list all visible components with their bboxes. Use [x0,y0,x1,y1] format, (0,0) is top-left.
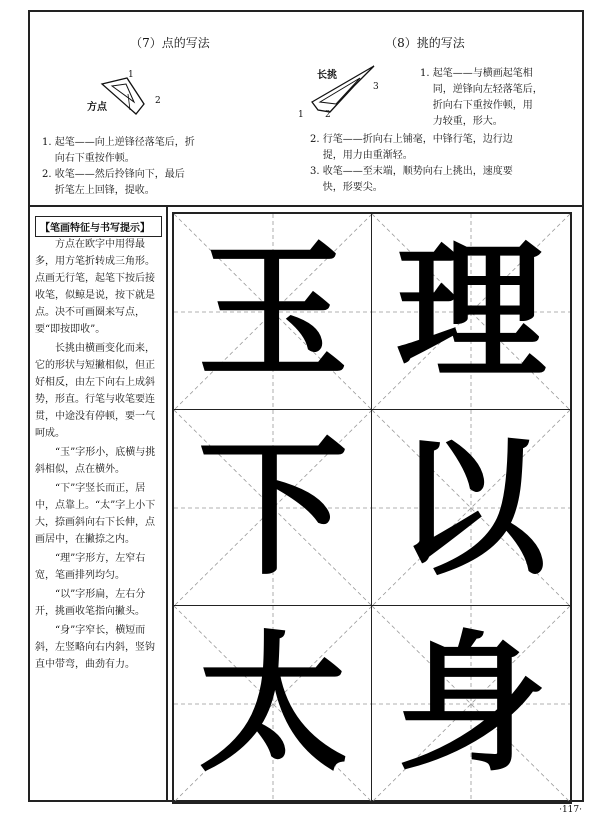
tiao-num-1: 1 [298,110,304,120]
tiao-step-line: 3. 收笔——至末端，顺势向右上挑出，速度要 [310,166,513,177]
notes-text [35,236,162,675]
dot-figure-label: 方点 [87,102,107,113]
tiao-figure [300,62,390,122]
dot-num-1: 1 [128,70,134,80]
character-grid [172,212,572,804]
grid-horizontal-divider [174,409,570,410]
notes-paragraph: “玉”字形小，底横与挑斜相似，点在横外。 [35,447,156,475]
notes-paragraph: “身”字窄长，横短而斜，左竖略向右内斜，竖钩直中带弯，曲劲有力。 [35,625,155,670]
dot-step-line: 向右下重按作顿。 [42,153,135,164]
dot-steps [42,135,242,199]
tiao-step-line: 2. 行笔——折向右上铺毫，中锋行笔，边行边 [310,134,513,145]
calligraphy-character: 理 [395,224,546,400]
tiao-num-3: 3 [373,82,379,92]
calligraphy-character: 太 [197,616,348,792]
tiao-step-line: 力较重，形大。 [420,116,503,127]
notes-paragraph: “下”字竖长而正，居中，点靠上。“太”字上小下大，捺画斜向右下长伸，点画居中，在撇捺之内。 [35,483,156,545]
dot-step-line: 2. 收笔——然后拎锋向下，最后 [42,169,185,180]
tiao-figure-label: 长挑 [317,70,337,81]
tiao-step-line: 提，用力由重渐轻。 [310,150,413,161]
notes-heading: 【笔画特征与书写提示】 [40,223,150,234]
grid-cell [372,214,570,410]
tiao-step-line: 同，逆锋向左轻落笔后， [420,84,543,95]
tiao-steps-upper [420,66,580,130]
tiao-section-title: （8）挑的写法 [385,36,465,50]
notes-heading-box [35,216,162,237]
calligraphy-character: 玉 [197,224,348,400]
dot-step-line: 1. 起笔——向上逆锋径落笔后，折 [42,137,195,148]
tiao-step-line: 快，形要尖。 [310,182,383,193]
top-divider [28,205,584,207]
dot-step-line: 折笔左上回锋，提收。 [42,185,155,196]
grid-cell [372,410,570,606]
tiao-step-line: 1. 起笔——与横画起笔相 [420,68,533,79]
notes-divider [166,205,168,802]
tiao-steps-lower [310,132,580,196]
grid-cell [174,214,372,410]
grid-cell [174,606,372,802]
grid-cell [174,410,372,606]
notes-paragraph: 长挑由横画变化而来，它的形状与短撇相似，但正好相反，由左下向右上成斜势，形直。行笔与收笔要连贯，中途没有停顿，要一气呵成。 [35,343,155,439]
notes-paragraph: 方点在欧字中用得最多，用方笔折转成三角形。点画无行笔，起笔下按后接收笔，似鲸是说，按下就是点。决不可画圈来写点，要“即按即收”。 [35,239,155,335]
grid-horizontal-divider [174,605,570,606]
grid-vertical-divider [371,214,372,802]
dot-num-2: 2 [155,96,161,106]
calligraphy-character: 下 [197,420,348,596]
grid-cell [372,606,570,802]
calligraphy-character: 以 [395,420,546,596]
page-number: ·117· [559,805,582,815]
tiao-step-line: 折向右下重按作顿，用 [420,100,533,111]
notes-paragraph: “以”字形扁，左右分开，挑画收笔指向撇头。 [35,589,146,617]
tiao-num-2: 2 [325,110,331,120]
calligraphy-character: 身 [395,616,546,792]
notes-paragraph: “理”字形方，左窄右宽，笔画排列均匀。 [35,553,146,581]
dot-section-title: （7）点的写法 [130,36,210,50]
